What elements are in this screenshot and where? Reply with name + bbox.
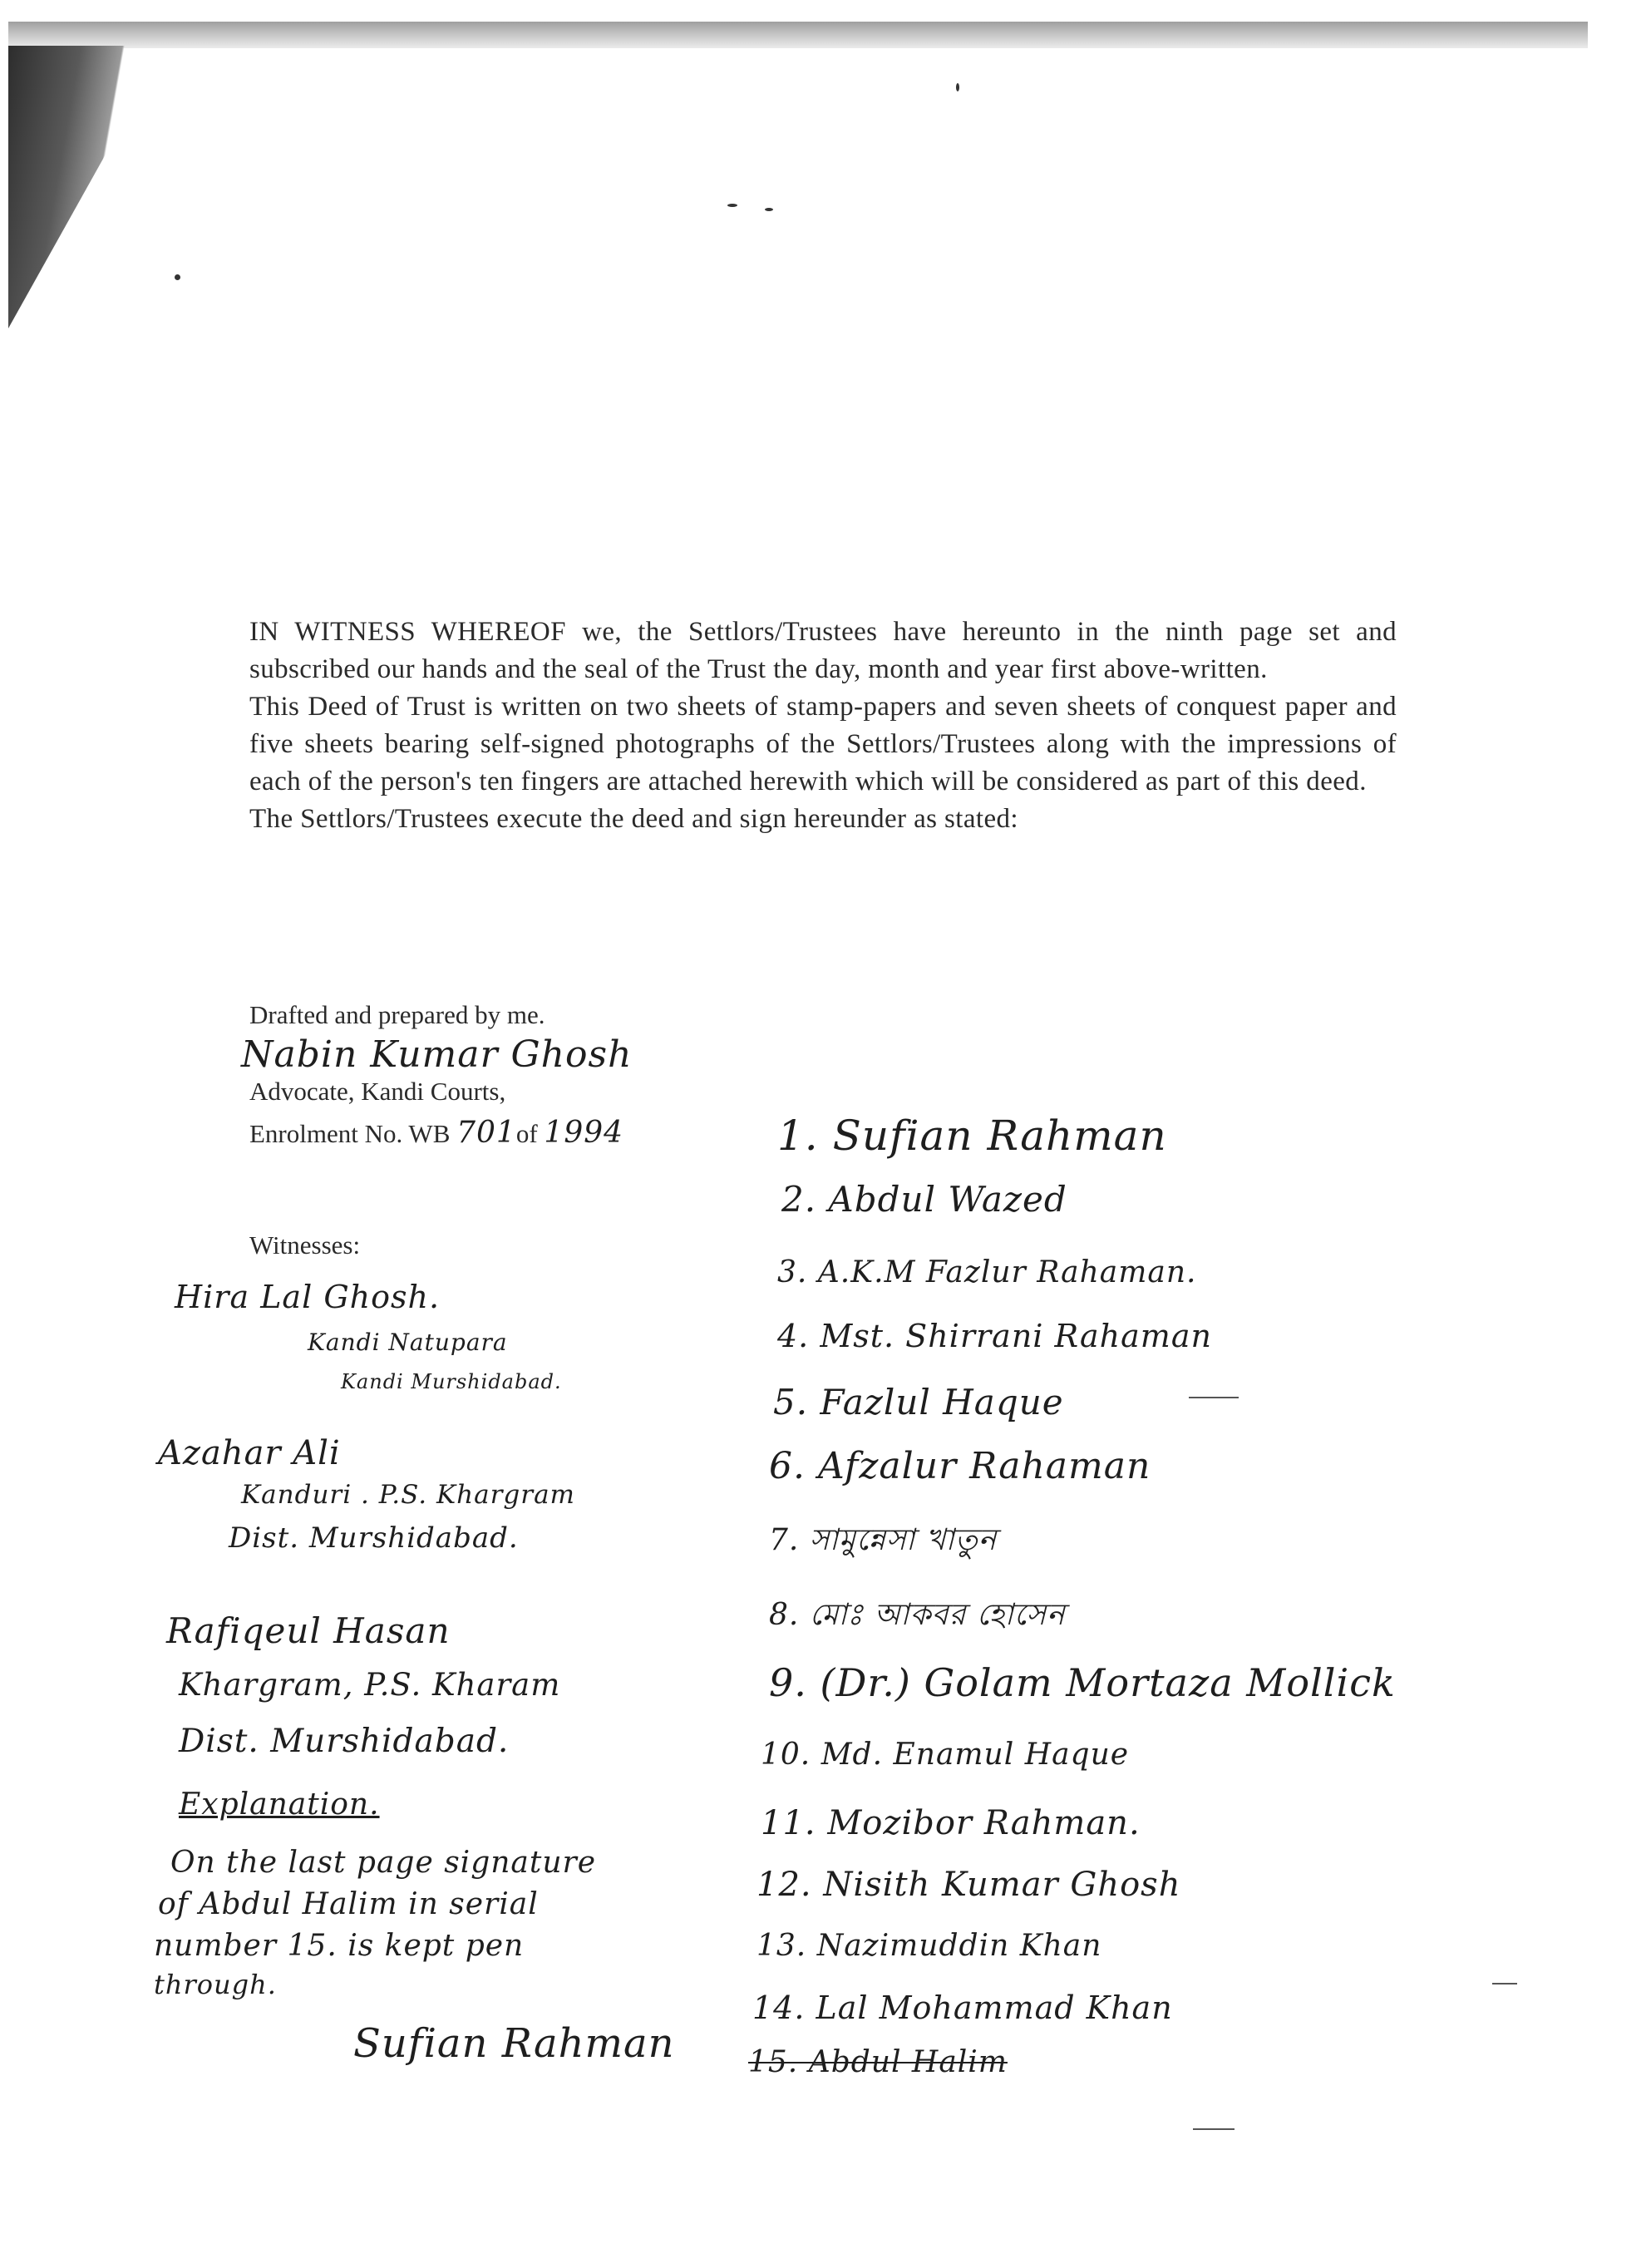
settlor-signature: 8. মোঃ আকবর হোসেন — [769, 1598, 1066, 1632]
settlor-signature: 2. Abdul Wazed — [781, 1179, 1067, 1220]
sheets-clause: This Deed of Trust is written on two sheets of stamp-papers and seven sheets of conquest paper and five sheets bearing self-signed photographs of the Settlors/Trustees along with the impressions of each of the person's ten fingers are attached herewith which will be considered as part of this deed. — [249, 692, 1397, 796]
drafter-signature: Nabin Kumar Ghosh — [241, 1033, 633, 1076]
enrolment-year: 1994 — [544, 1116, 624, 1150]
witness-1-address: Kandi Murshidabad. — [341, 1370, 562, 1393]
settlor-signature-struck: 15. Abdul Halim — [748, 2045, 1008, 2079]
settlor-signature: 10. Md. Enamul Haque — [761, 1738, 1130, 1772]
drafted-label: Drafted and prepared by me. — [249, 1000, 545, 1029]
footer-signature: Sufian Rahman — [353, 2020, 675, 2067]
scan-mark — [1193, 2128, 1234, 2130]
scan-folded-corner — [8, 46, 166, 328]
witness-3-address: Khargram, P.S. Kharam — [179, 1667, 561, 1703]
enrolment-label: Enrolment No. WB — [249, 1119, 451, 1148]
witnesses-label: Witnesses: — [249, 1230, 361, 1260]
witness-2-address: Dist. Murshidabad. — [229, 1521, 519, 1555]
settlor-signature: 12. Nisith Kumar Ghosh — [756, 1866, 1181, 1904]
witness-3-address: Dist. Murshidabad. — [179, 1723, 510, 1760]
scan-speck — [727, 204, 737, 207]
drafter-designation: Advocate, Kandi Courts, — [249, 1077, 506, 1106]
execute-clause: The Settlors/Trustees execute the deed and sign hereunder as stated: — [249, 804, 1018, 834]
scan-speck — [175, 274, 180, 280]
enrolment-number: 701 — [456, 1116, 516, 1150]
scan-speck — [765, 208, 773, 211]
witness-2-address: Kanduri . P.S. Khargram — [241, 1480, 575, 1510]
settlor-signature: 5. Fazlul Haque — [773, 1382, 1064, 1422]
explanation-line: number 15. is kept pen — [154, 1929, 525, 1963]
settlor-signature: 14. Lal Mohammad Khan — [752, 1989, 1173, 2026]
witness-1-name: Hira Lal Ghosh. — [175, 1279, 441, 1315]
witness-1-address: Kandi Natupara — [308, 1329, 508, 1356]
scan-top-edge — [8, 22, 1588, 48]
explanation-line: On the last page signature — [170, 1846, 597, 1880]
witness-clause: IN WITNESS WHEREOF we, the Settlors/Trustees have hereunto in the ninth page set and subscribed our hands and the seal of the Trust the day, month and year first above-written. — [249, 617, 1397, 684]
witness-3-name: Rafiqeul Hasan — [166, 1610, 451, 1651]
settlor-signature: 3. A.K.M Fazlur Rahaman. — [777, 1255, 1197, 1289]
deed-body — [249, 614, 1397, 838]
scan-speck — [956, 83, 959, 91]
explanation-line: through. — [154, 1969, 277, 2000]
settlor-signature: 6. Afzalur Rahaman — [769, 1445, 1151, 1487]
scan-mark — [1492, 1983, 1517, 1984]
settlor-signature: 9. (Dr.) Golam Mortaza Mollick — [769, 1660, 1396, 1705]
enrolment-of: of — [515, 1119, 538, 1148]
settlor-signature: 7. সামুন্নেসা খাতুন — [769, 1523, 998, 1557]
witness-2-name: Azahar Ali — [158, 1434, 341, 1472]
enrolment-line — [249, 1116, 623, 1150]
settlor-signature: 13. Nazimuddin Khan — [756, 1929, 1102, 1963]
explanation-heading: Explanation. — [179, 1787, 380, 1822]
settlor-signature: 1. Sufian Rahman — [777, 1112, 1167, 1160]
settlor-signature: 4. Mst. Shirrani Rahaman — [777, 1318, 1212, 1354]
settlor-signature: 11. Mozibor Rahman. — [761, 1804, 1141, 1842]
scan-mark — [1189, 1397, 1239, 1398]
explanation-line: of Abdul Halim in serial — [158, 1887, 539, 1921]
